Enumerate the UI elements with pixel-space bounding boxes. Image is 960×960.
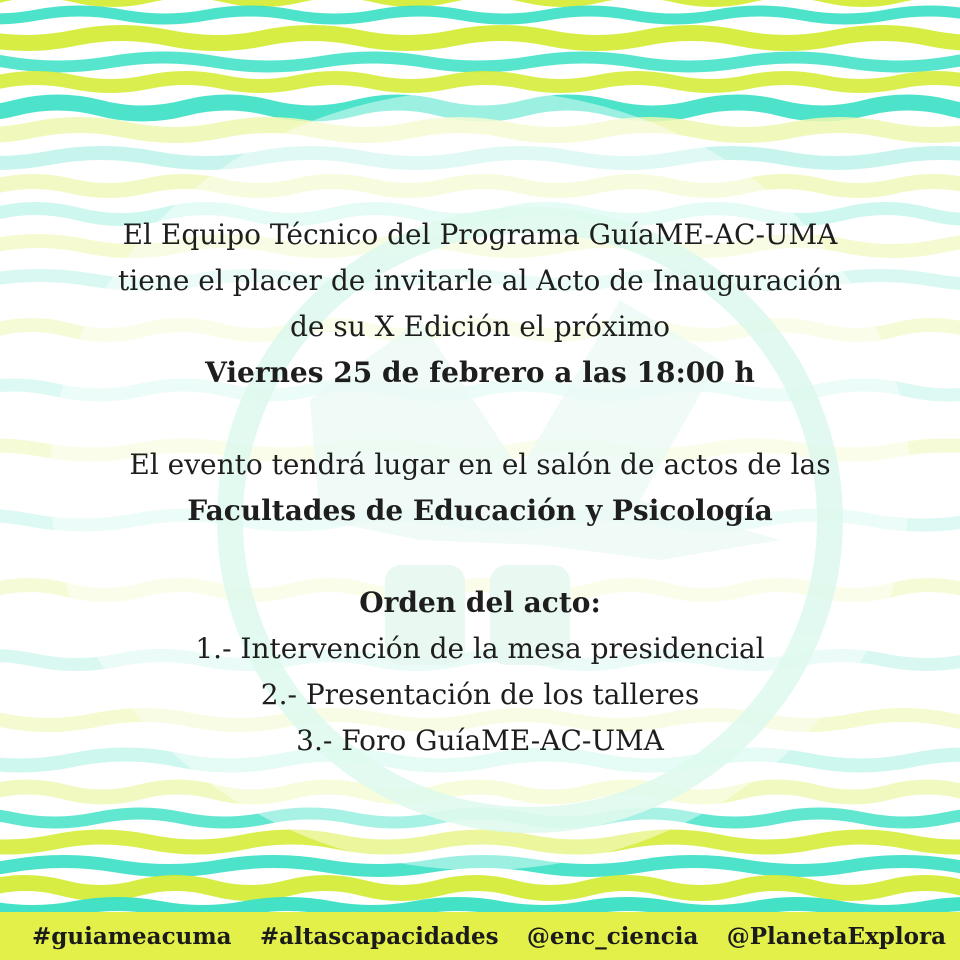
footer-bar <box>0 912 960 960</box>
venue-line-1: El evento tendrá lugar en el salón de actos de las <box>129 448 831 481</box>
handle-enc-ciencia[interactable]: @enc_ciencia <box>526 922 699 950</box>
wave-stroke <box>0 78 960 86</box>
wave-stroke <box>0 11 960 19</box>
hashtag-altascapacidades[interactable]: #altascapacidades <box>259 922 499 950</box>
agenda-item-2: 2.- Presentación de los talleres <box>260 678 700 711</box>
intro-line-1: El Equipo Técnico del Programa GuíaME-AC-UMA <box>122 218 838 251</box>
intro-line-2: tiene el placer de invitarle al Acto de Inauguración <box>118 264 842 297</box>
wave-stroke <box>0 904 960 912</box>
spacer <box>0 396 960 442</box>
wave-stroke <box>0 33 960 43</box>
wave-stroke <box>0 58 960 67</box>
handle-planeta-explora[interactable]: @PlanetaExplora <box>726 922 946 950</box>
spacer <box>0 534 960 580</box>
intro-line-3: de su X Edición el próximo <box>289 310 671 343</box>
agenda-title: Orden del acto: <box>359 586 601 619</box>
event-date: Viernes 25 de febrero a las 18:00 h <box>205 356 755 389</box>
agenda-item-3: 3.- Foro GuíaME-AC-UMA <box>296 724 664 757</box>
agenda-item-1: 1.- Intervención de la mesa presidencial <box>195 632 765 665</box>
hashtag-guiameacuma[interactable]: #guiameacuma <box>32 922 232 950</box>
wave-stroke <box>0 883 960 893</box>
venue-name: Facultades de Educación y Psicología <box>187 494 773 527</box>
invitation-text <box>0 212 960 764</box>
